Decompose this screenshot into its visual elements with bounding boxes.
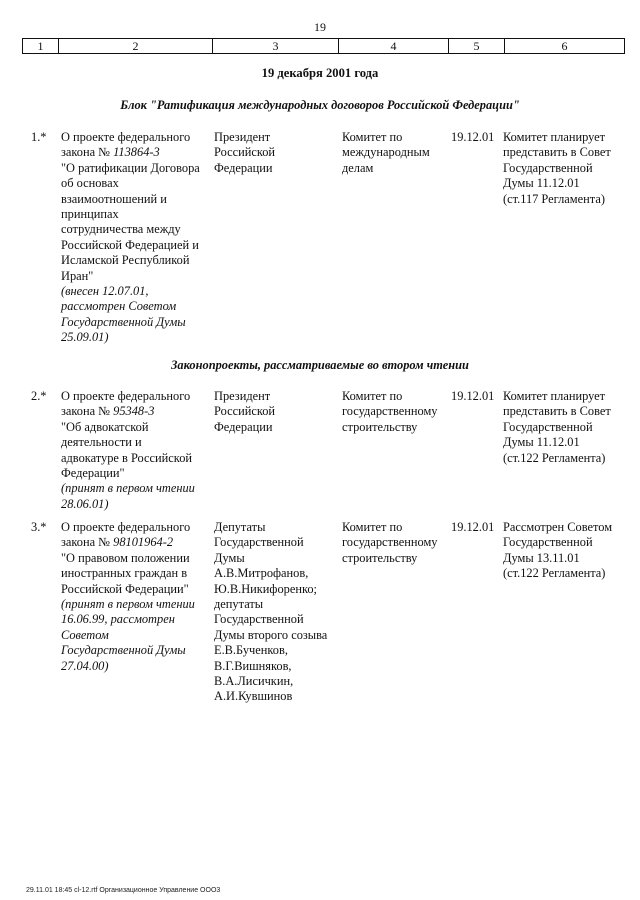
text-line: Президент xyxy=(214,130,271,144)
text-line: "О правовом положении xyxy=(61,550,190,565)
text-line: Российской xyxy=(214,404,276,419)
section-title: Законопроекты, рассматриваемые во втором чтении xyxy=(171,358,469,372)
column-number: 2 xyxy=(59,39,213,53)
text-line: Федерации xyxy=(214,160,273,175)
text-line: Е.В.Бученков, xyxy=(214,643,288,658)
text-line: закона № 113864-3 xyxy=(61,145,160,160)
text-line: государственному xyxy=(342,535,438,550)
text-line: Комитет по xyxy=(342,520,403,534)
bill-registration-number: 113864-3 xyxy=(113,145,160,160)
page-number: 19 xyxy=(314,20,326,34)
bill-status-line: Государственной Думы xyxy=(61,643,186,658)
initiator xyxy=(214,130,334,176)
text-line: представить в Совет xyxy=(503,145,611,160)
text-line: Думы xyxy=(214,550,245,565)
block-title: Блок "Ратификация международных договоров Российской Федерации" xyxy=(120,98,520,112)
bill-description xyxy=(61,389,207,512)
date-heading: 19 декабря 2001 года xyxy=(261,66,379,80)
bill-status-line: 28.06.01) xyxy=(61,496,109,511)
text-line: Комитет планирует xyxy=(503,389,606,403)
text-line: Комитет по xyxy=(342,389,403,403)
text-line: Федерации" xyxy=(61,466,125,481)
text-line: Иран" xyxy=(61,268,94,283)
bill-registration-number: 98101964-2 xyxy=(113,535,174,550)
consideration-date: 19.12.01 xyxy=(451,520,495,534)
responsible-committee xyxy=(342,130,450,176)
text-line: Комитет планирует xyxy=(503,130,606,144)
text-line: депутаты xyxy=(214,597,264,612)
text-line: Думы второго созыва xyxy=(214,627,328,642)
bill-status-line: (принят в первом чтении xyxy=(61,597,195,612)
text-line: Комитет по xyxy=(342,130,403,144)
text-line: государственному xyxy=(342,404,438,419)
text-line: адвокатуре в Российской xyxy=(61,450,193,465)
column-number: 6 xyxy=(561,39,568,53)
text-line: В.А.Лисичкин, xyxy=(214,674,294,689)
text-line: строительству xyxy=(342,550,418,565)
responsible-committee xyxy=(342,520,450,566)
text-line: деятельности и xyxy=(61,435,142,450)
column-number: 1 xyxy=(23,39,59,53)
initiator xyxy=(214,389,334,435)
bill-status-line: 16.06.99, рассмотрен xyxy=(61,612,175,627)
text-line: сотрудничества между xyxy=(61,222,181,237)
text-line: (ст.122 Регламента) xyxy=(503,450,606,465)
bill-description xyxy=(61,130,207,346)
bill-status-line: (принят в первом чтении xyxy=(61,481,195,496)
committee-note xyxy=(503,520,623,582)
bill-status-line: Советом xyxy=(61,627,109,642)
text-line: Депутаты xyxy=(214,520,266,534)
bill-status-line: 25.09.01) xyxy=(61,330,109,345)
bill-status-line: 27.04.00) xyxy=(61,658,109,673)
text-line: Думы 11.12.01 xyxy=(503,435,580,450)
consideration-date: 19.12.01 xyxy=(451,130,495,144)
text-line: Ю.В.Никифоренко; xyxy=(214,581,318,596)
text-line: Исламской Республикой xyxy=(61,253,190,268)
print-footer: 29.11.01 18:45 cl-12.rtf Организационное Управление ООО3 xyxy=(26,887,221,894)
entry-number: 1.* xyxy=(31,130,47,144)
column-number-header xyxy=(22,38,625,54)
text-line: принципах xyxy=(61,207,119,222)
text-line: (ст.122 Регламента) xyxy=(503,566,606,581)
column-number: 5 xyxy=(449,39,505,53)
committee-note xyxy=(503,389,623,466)
text-line: О проекте федерального xyxy=(61,130,191,144)
text-line: представить в Совет xyxy=(503,404,611,419)
text-line: делам xyxy=(342,160,374,175)
text-line: О проекте федерального xyxy=(61,520,191,534)
bill-status-line: Государственной Думы xyxy=(61,314,186,329)
bill-status-line: (внесен 12.07.01, xyxy=(61,284,149,299)
text-line: Российской xyxy=(214,145,276,160)
text-line: иностранных граждан в xyxy=(61,566,188,581)
text-line: закона № 98101964-2 xyxy=(61,535,174,550)
bill-registration-number: 95348-3 xyxy=(113,404,155,419)
bill-description xyxy=(61,520,207,674)
responsible-committee xyxy=(342,389,450,435)
column-number: 4 xyxy=(339,39,449,53)
text-line: "Об адвокатской xyxy=(61,419,149,434)
text-line: "О ратификации Договора xyxy=(61,160,200,175)
committee-note xyxy=(503,130,623,207)
consideration-date: 19.12.01 xyxy=(451,389,495,403)
text-line: Государственной xyxy=(214,535,304,550)
entry-number: 3.* xyxy=(31,520,47,534)
text-line: международным xyxy=(342,145,430,160)
text-line: Государственной xyxy=(503,535,593,550)
text-line: строительству xyxy=(342,419,418,434)
text-line: взаимоотношений и xyxy=(61,191,167,206)
text-line: (ст.117 Регламента) xyxy=(503,191,605,206)
bill-status-line: рассмотрен Советом xyxy=(61,299,177,314)
text-line: Федерации xyxy=(214,419,273,434)
column-number: 3 xyxy=(213,39,339,53)
text-line: В.Г.Вишняков, xyxy=(214,658,292,673)
text-line: Государственной xyxy=(503,419,593,434)
text-line: А.И.Кувшинов xyxy=(214,689,293,704)
text-line: Президент xyxy=(214,389,271,403)
text-line: Думы 11.12.01 xyxy=(503,176,580,191)
text-line: Российской Федерации" xyxy=(61,581,189,596)
text-line: Государственной xyxy=(503,160,593,175)
text-line: Думы 13.11.01 xyxy=(503,550,580,565)
initiator xyxy=(214,520,334,705)
text-line: закона № 95348-3 xyxy=(61,404,155,419)
text-line: Рассмотрен Советом xyxy=(503,520,613,534)
text-line: Государственной xyxy=(214,612,304,627)
text-line: об основах xyxy=(61,176,119,191)
text-line: А.В.Митрофанов, xyxy=(214,566,309,581)
text-line: О проекте федерального xyxy=(61,389,191,403)
text-line: Российской Федерацией и xyxy=(61,237,199,252)
entry-number: 2.* xyxy=(31,389,47,403)
